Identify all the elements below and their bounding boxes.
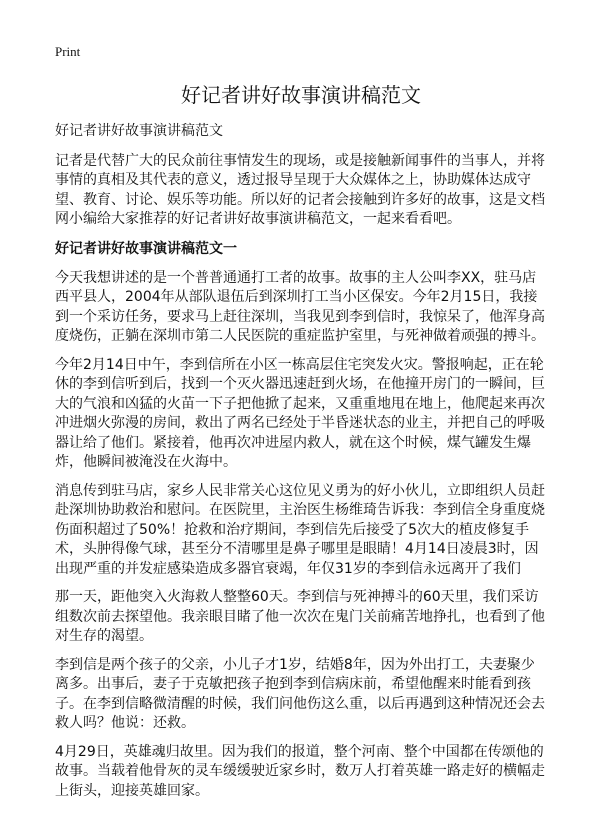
print-link[interactable]: Print	[55, 44, 81, 59]
body-paragraph: 今年2月14日中午，李到信所在小区一栋高层住宅突发火灾。警报响起，正在轮休的李到信听到后，找到一个灭火器迅速赶到火场，在他撞开房门的一瞬间，巨大的气浪和凶猛的火苗一下子把他掀了起来，又重重地甩在地上，他爬起来再次冲进烟火弥漫的房间，救出了两名已经处于半昏迷状态的业主，并把自己的呼吸器让给了他们。紧接着，他再次冲进屋内救人，就在这个时候，煤气罐发生爆炸，他瞬间被淹没在火海中。	[55, 356, 545, 470]
body-paragraph: 今天我想讲述的是一个普普通通打工者的故事。故事的主人公叫李XX，驻马店西平县人，2004年从部队退伍后到深圳打工当小区保安。今年2月15日，我接到一个采访任务，要求马上赶往深圳，当我见到李到信时，我惊呆了，他浑身高度烧伤，正躺在深圳市第二人民医院的重症监护室里，与死神做着顽强的搏斗。	[55, 269, 545, 344]
section-heading: 好记者讲好故事演讲稿范文一	[55, 240, 237, 257]
document-title: 好记者讲好故事演讲稿范文	[181, 83, 421, 107]
body-paragraph: 那一天，距他突入火海救人整整60天。李到信与死神搏斗的60天里，我们采访组数次前去探望他。我亲眼目睹了他一次次在鬼门关前痛苦地挣扎，也看到了他对生存的渴望。	[55, 589, 545, 644]
body-paragraph: 消息传到驻马店，家乡人民非常关心这位见义勇为的好小伙儿，立即组织人员赶赴深圳协助救治和慰问。在医院里，主治医生杨维琦告诉我：李到信全身重度烧伤面积超过了50%！抢救和治疗期间，李到信先后接受了5次大的植皮修复手术，头肿得像气球，甚至分不清哪里是鼻子哪里是眼睛！4月14日凌晨3时，因出现严重的并发症感染造成多器官衰竭，年仅31岁的李到信永远离开了我们	[55, 482, 545, 577]
intro-paragraph: 记者是代替广大的民众前往事情发生的现场，或是接触新闻事件的当事人，并将事情的真相及其代表的意义，透过报导呈现于大众媒体之上，协助媒体达成守望、教育、讨论、娱乐等功能。所以好的记者会接触到许多好的故事，这是文档网小编给大家推荐的好记者讲好故事演讲稿范文，一起来看看吧。	[55, 152, 545, 227]
body-paragraph: 4月29日，英雄魂归故里。因为我们的报道，整个河南、整个中国都在传颂他的故事。当载着他骨灰的灵车缓缓驶近家乡时，数万人打着英雄一路走好的横幅走上街头，迎接英雄回家。	[55, 743, 545, 799]
document-subtitle: 好记者讲好故事演讲稿范文	[55, 123, 223, 139]
body-paragraph: 李到信是两个孩子的父亲，小儿子才1岁，结婚8年，因为外出打工，夫妻聚少离多。出事后，妻子于克敏把孩子抱到李到信病床前，希望他醒来时能看到孩子。在李到信略微清醒的时候，我们问他伤这么重，以后再遇到这种情况还会去救人吗？他说：还救。	[55, 656, 545, 731]
